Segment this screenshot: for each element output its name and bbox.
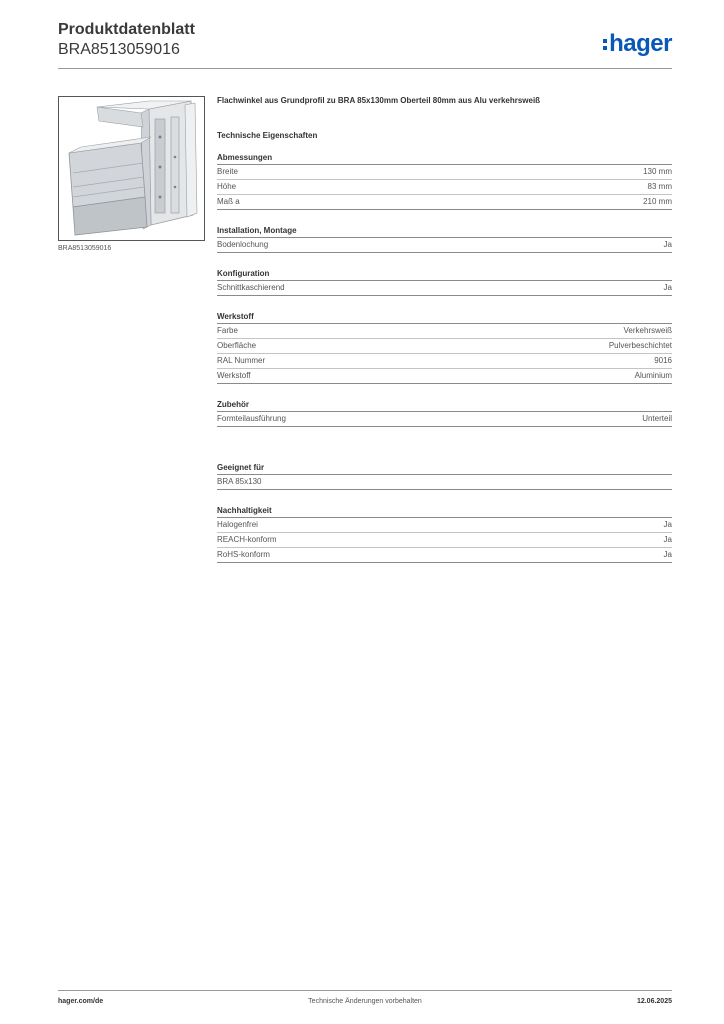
spec-value: Unterteil [642, 414, 672, 423]
spec-row [217, 354, 672, 369]
page-title: Produktdatenblatt [58, 21, 195, 38]
spec-row [217, 195, 672, 210]
section-title: Geeignet für [217, 463, 672, 475]
spec-label: Farbe [217, 326, 238, 335]
spec-value: 83 mm [647, 182, 672, 191]
spec-label: Halogenfrei [217, 520, 258, 529]
spec-row [217, 475, 672, 490]
section-geeignet-fuer [217, 463, 672, 490]
section-zubehoer [217, 400, 672, 427]
section-title: Konfiguration [217, 269, 672, 281]
section-abmessungen [217, 153, 672, 210]
spec-label: BRA 85x130 [217, 477, 262, 486]
logo-text: hager [609, 30, 672, 57]
header-divider [58, 68, 672, 69]
spec-label: Oberfläche [217, 341, 257, 350]
spec-value: 210 mm [643, 197, 672, 206]
spec-value: 9016 [654, 356, 672, 365]
spec-row [217, 324, 672, 339]
spec-value: Ja [663, 550, 672, 559]
spec-label: RAL Nummer [217, 356, 266, 365]
spec-row [217, 165, 672, 180]
spec-row [217, 238, 672, 253]
spec-row [217, 533, 672, 548]
spec-label: Breite [217, 167, 238, 176]
section-installation [217, 226, 672, 253]
footer-divider [58, 990, 672, 991]
spec-label: REACH-konform [217, 535, 277, 544]
spec-value: Aluminium [634, 371, 672, 380]
spec-label: Formteilausführung [217, 414, 286, 423]
spec-row [217, 548, 672, 563]
section-title: Abmessungen [217, 153, 672, 165]
spec-label: Bodenlochung [217, 240, 269, 249]
tech-properties-heading: Technische Eigenschaften [217, 131, 318, 140]
spec-label: Schnittkaschierend [217, 283, 285, 292]
image-caption: BRA8513059016 [58, 245, 112, 252]
section-title: Werkstoff [217, 312, 672, 324]
page-header [58, 20, 195, 60]
spec-row [217, 412, 672, 427]
spec-value: Ja [663, 520, 672, 529]
section-title: Nachhaltigkeit [217, 506, 672, 518]
hager-logo[interactable] [603, 30, 672, 58]
corner-profile-illustration [59, 97, 204, 240]
footer-website-link[interactable]: hager.com/de [58, 998, 104, 1005]
spec-row [217, 339, 672, 354]
spec-row [217, 369, 672, 384]
spec-value: 130 mm [643, 167, 672, 176]
spec-label: RoHS-konform [217, 550, 270, 559]
section-konfiguration [217, 269, 672, 296]
section-title: Installation, Montage [217, 226, 672, 238]
specs-content [217, 96, 672, 563]
spec-value: Ja [663, 240, 672, 249]
section-werkstoff [217, 312, 672, 384]
section-title: Zubehör [217, 400, 672, 412]
spec-row [217, 180, 672, 195]
spec-value: Ja [663, 283, 672, 292]
product-image [58, 96, 205, 241]
spec-value: Ja [663, 535, 672, 544]
spec-label: Werkstoff [217, 371, 251, 380]
spec-value: Verkehrsweiß [623, 326, 672, 335]
footer-disclaimer: Technische Änderungen vorbehalten [308, 998, 422, 1005]
spec-row [217, 518, 672, 533]
product-number: BRA8513059016 [58, 41, 180, 58]
spec-label: Höhe [217, 182, 237, 191]
spec-label: Maß a [217, 197, 240, 206]
logo-dots-icon [603, 36, 607, 53]
footer-date: 12.06.2025 [636, 998, 672, 1005]
product-description: Flachwinkel aus Grundprofil zu BRA 85x130mm Oberteil 80mm aus Alu verkehrsweiß [217, 96, 541, 105]
spec-row [217, 281, 672, 296]
spec-value: Pulverbeschichtet [608, 341, 672, 350]
section-nachhaltigkeit [217, 506, 672, 563]
